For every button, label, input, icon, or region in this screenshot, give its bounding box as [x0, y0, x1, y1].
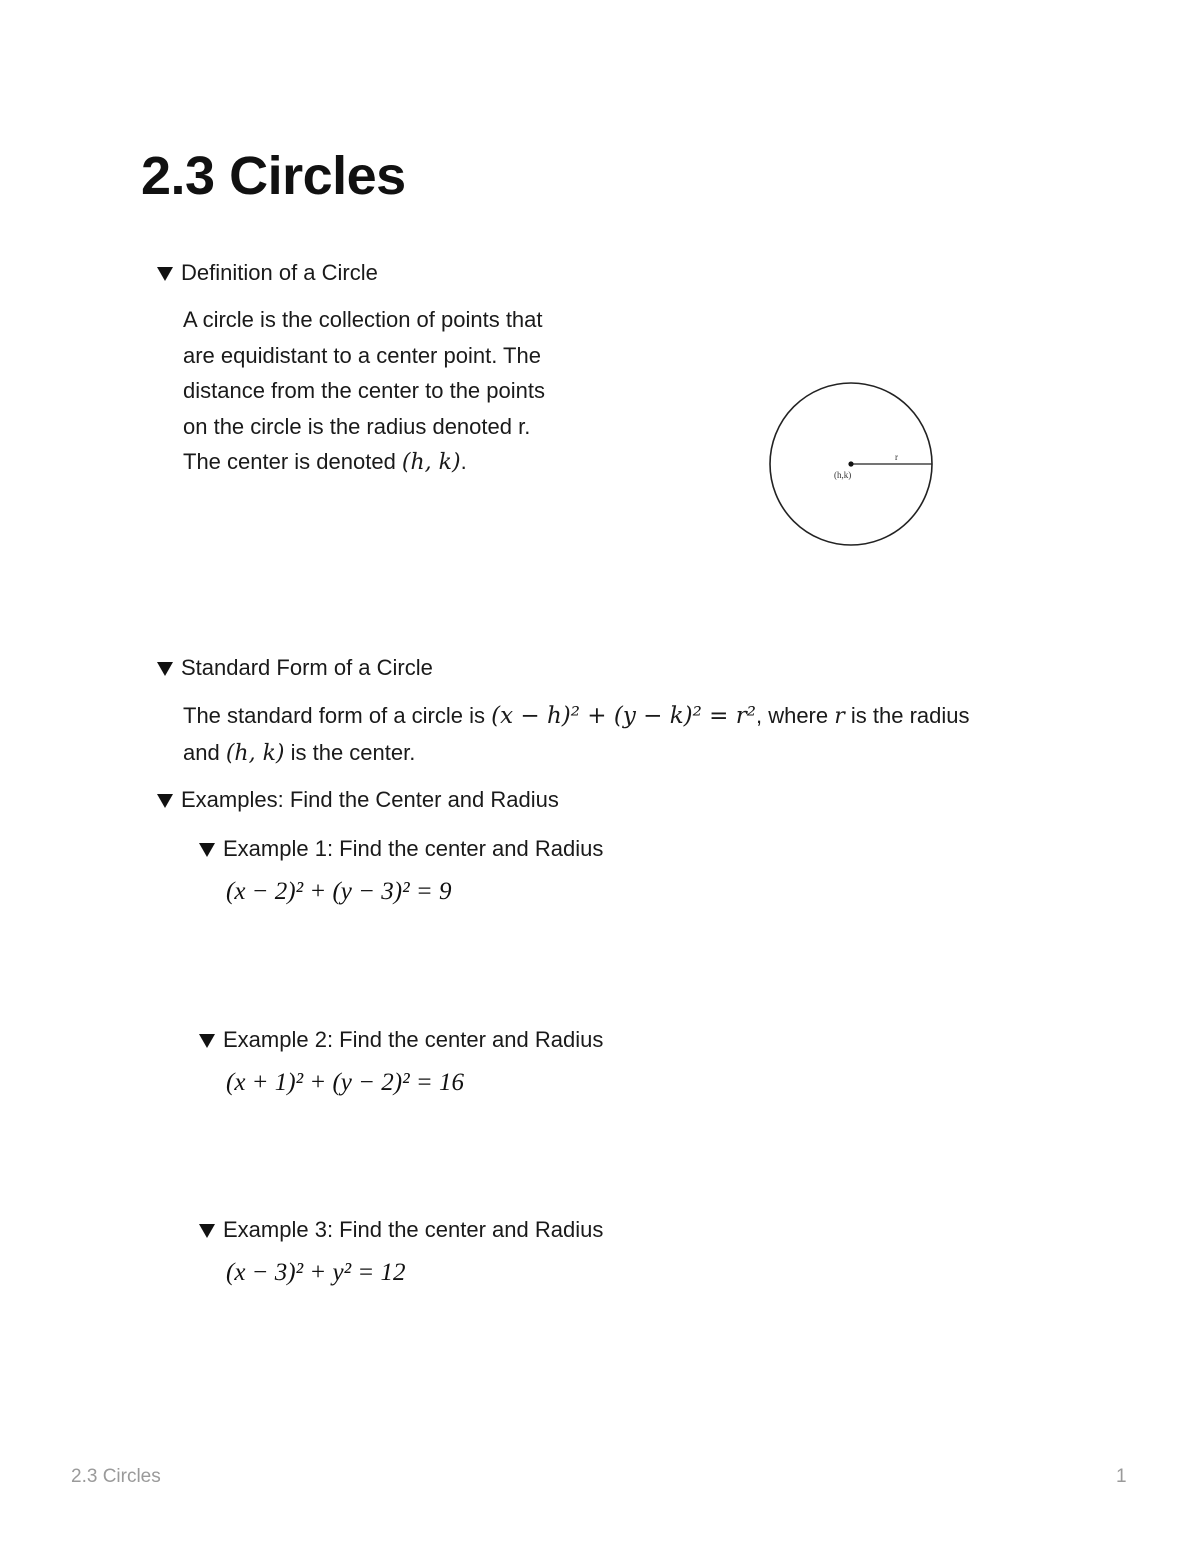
- triangle-down-icon: [199, 843, 215, 857]
- toggle-example-3[interactable]: [199, 1215, 603, 1245]
- toggle-examples[interactable]: [157, 785, 559, 815]
- toggle-label: Standard Form of a Circle: [181, 655, 433, 680]
- definition-paragraph: A circle is the collection of points that are equidistant to a center point. The distance from the center to the points on the circle is the radius denoted r. The center is denoted (h, k).: [183, 307, 545, 475]
- center-label: (h,k): [834, 470, 852, 480]
- center-math: (h, k): [401, 450, 461, 475]
- example-3-equation: (x − 3)² + y² = 12: [226, 1259, 406, 1286]
- footer-title: 2.3 Circles: [71, 1466, 161, 1487]
- center-math: (h, k): [225, 740, 285, 766]
- page-number: 1: [1116, 1466, 1127, 1487]
- example-2-equation: (x + 1)² + (y − 2)² = 16: [226, 1069, 464, 1096]
- standard-form-paragraph: The standard form of a circle is (x − h)² + (y − k)² = r², where r is the radius and (h, k) is the center.: [183, 703, 970, 766]
- toggle-label: Example 2: Find the center and Radius: [223, 1027, 604, 1052]
- standard-form-equation: (x − h)² + (y − k)² = r²: [491, 703, 756, 729]
- page-title: 2.3 Circles: [141, 146, 406, 206]
- triangle-down-icon: [199, 1034, 215, 1048]
- toggle-standard-form[interactable]: [157, 653, 433, 683]
- toggle-label: Example 1: Find the center and Radius: [223, 836, 604, 861]
- triangle-down-icon: [199, 1224, 215, 1238]
- toggle-example-1[interactable]: [199, 834, 603, 864]
- circle-diagram: [765, 378, 941, 550]
- radius-label: r: [895, 452, 898, 462]
- triangle-down-icon: [157, 267, 173, 281]
- center-point: [848, 461, 853, 466]
- toggle-definition[interactable]: [157, 258, 378, 288]
- toggle-label: Definition of a Circle: [181, 260, 378, 285]
- toggle-label: Example 3: Find the center and Radius: [223, 1217, 604, 1242]
- triangle-down-icon: [157, 794, 173, 808]
- toggle-label: Examples: Find the Center and Radius: [181, 787, 559, 812]
- triangle-down-icon: [157, 662, 173, 676]
- example-1-equation: (x − 2)² + (y − 3)² = 9: [226, 878, 452, 905]
- toggle-example-2[interactable]: [199, 1025, 603, 1055]
